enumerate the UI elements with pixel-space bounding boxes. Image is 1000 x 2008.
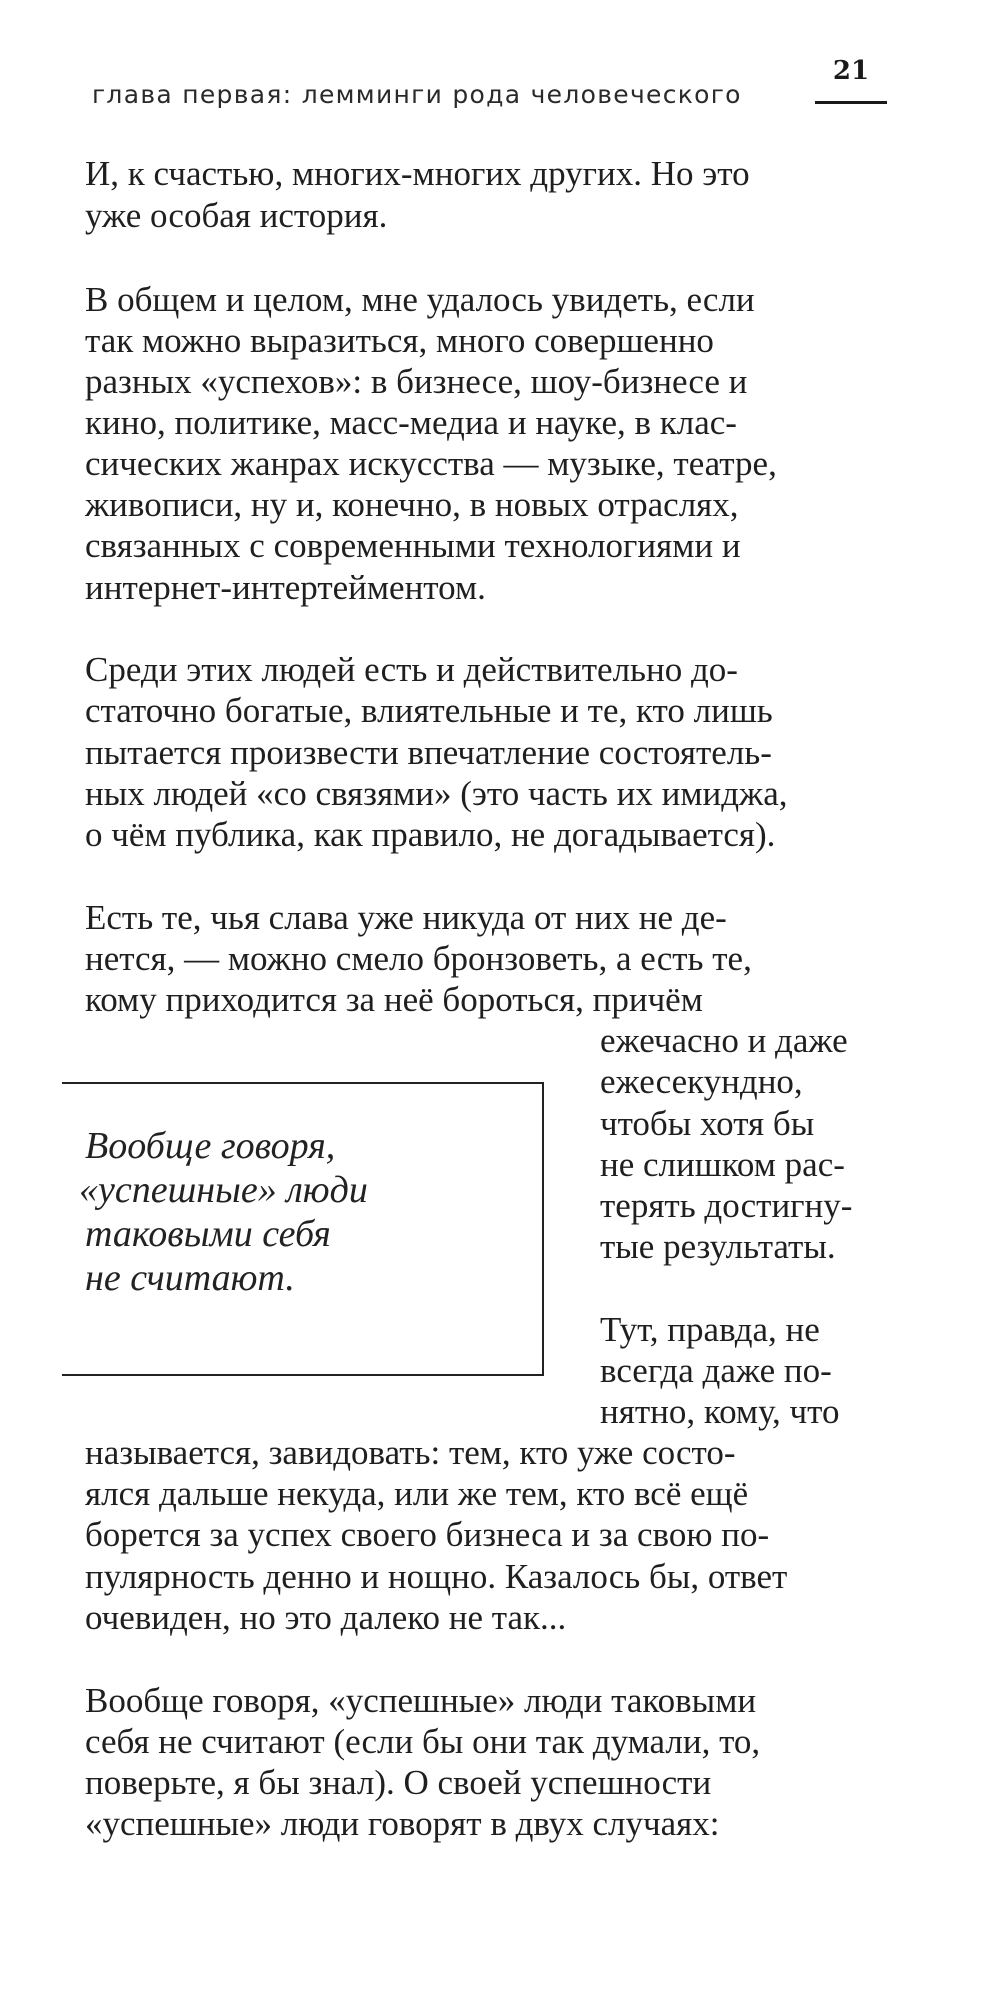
body-line: живописи, ну и, конечно, в новых отраслях,: [85, 485, 739, 524]
body-line: борется за успех своего бизнеса и за свою по-: [85, 1515, 770, 1554]
pullquote-line: Вообще говоря,: [85, 1125, 336, 1167]
body-line: ежесекундно,: [600, 1062, 803, 1101]
page-number-rule: [815, 101, 887, 104]
body-line: терять достигну-: [600, 1186, 853, 1225]
body-line: о чём публика, как правило, не догадывается).: [85, 815, 776, 854]
body-line: пулярность денно и нощно. Казалось бы, ответ: [85, 1557, 788, 1596]
body-line: кино, политике, масс-медиа и науке, в клас-: [85, 403, 737, 442]
body-line: нется, — можно смело бронзоветь, а есть те,: [85, 939, 752, 978]
body-line: поверьте, я бы знал). О своей успешности: [85, 1763, 712, 1802]
body-line: «успешные» люди говорят в двух случаях:: [85, 1804, 720, 1843]
body-line: уже особая история.: [85, 196, 388, 235]
body-line: Среди этих людей есть и действительно до-: [85, 650, 738, 689]
page-number: 21: [832, 56, 870, 86]
body-line: всегда даже по-: [600, 1351, 832, 1390]
body-line: Есть те, чья слава уже никуда от них не де-: [85, 898, 727, 937]
body-line: так можно выразиться, много совершенно: [85, 321, 714, 360]
body-line: интернет-интертейментом.: [85, 568, 486, 607]
running-head: глава первая: лемминги рода человеческого: [92, 80, 742, 109]
body-line: статочно богатые, влиятельные и те, кто лишь: [85, 691, 773, 730]
pullquote-line: таковыми себя: [85, 1213, 331, 1255]
body-line: Вообще говоря, «успешные» люди таковыми: [85, 1681, 757, 1720]
body-line: сических жанрах искусства — музыке, театре,: [85, 444, 777, 483]
body-line: пытается произвести впечатление состоятель-: [85, 733, 772, 772]
body-line: ялся дальше некуда, или же тем, кто всё ещё: [85, 1474, 749, 1513]
body-line: ных людей «со связями» (это часть их имиджа,: [85, 774, 788, 813]
body-line: Тут, правда, не: [600, 1310, 820, 1349]
body-line: не слишком рас-: [600, 1145, 845, 1184]
body-line: В общем и целом, мне удалось увидеть, если: [85, 280, 755, 319]
body-line: связанных с современными технологиями и: [85, 526, 741, 565]
body-line: разных «успехов»: в бизнесе, шоу-бизнесе и: [85, 362, 748, 401]
body-line: ежечасно и даже: [600, 1021, 848, 1060]
body-line: называется, завидовать: тем, кто уже состо-: [85, 1433, 736, 1472]
body-line: себя не считают (если бы они так думали, то,: [85, 1722, 761, 1761]
body-line: тые результаты.: [600, 1227, 836, 1266]
body-line: кому приходится за неё бороться, причём: [85, 980, 703, 1019]
body-line: И, к счастью, многих-многих других. Но это: [85, 154, 750, 193]
body-line: очевиден, но это далеко не так...: [85, 1598, 567, 1637]
pullquote-line: «успешные» люди: [79, 1169, 368, 1211]
pullquote-line: не считают.: [85, 1257, 295, 1299]
body-line: нятно, кому, что: [600, 1392, 840, 1431]
body-line: чтобы хотя бы: [600, 1104, 815, 1143]
